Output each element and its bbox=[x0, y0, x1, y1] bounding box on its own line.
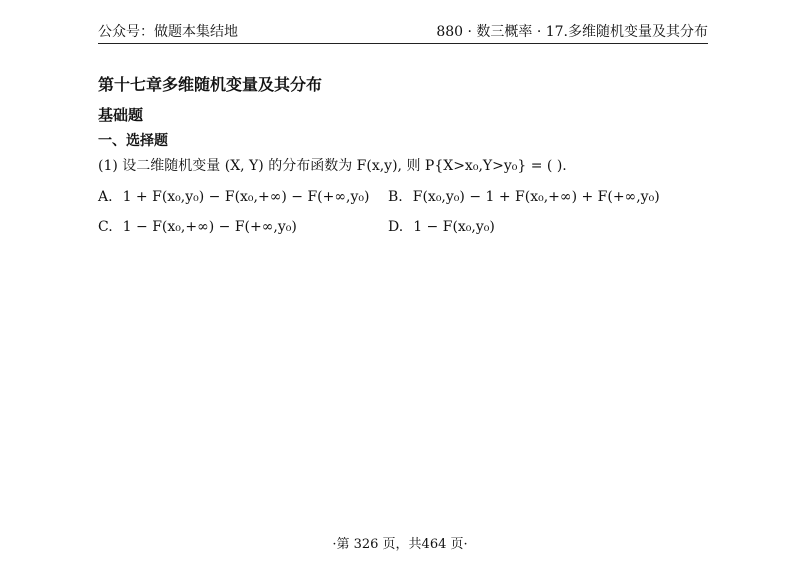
option-letter: A. bbox=[98, 189, 113, 205]
option-a bbox=[98, 189, 369, 205]
option-b bbox=[388, 189, 660, 205]
option-c bbox=[98, 219, 297, 235]
option-letter: C. bbox=[98, 219, 113, 235]
chapter-title: 第十七章多维随机变量及其分布 bbox=[98, 75, 323, 94]
section-title: 基础题 bbox=[98, 106, 144, 124]
page-header bbox=[98, 18, 708, 44]
header-right: 880 · 数三概率 · 17.多维随机变量及其分布 bbox=[436, 24, 708, 40]
subsection-title: 一、选择题 bbox=[98, 133, 168, 149]
option-d bbox=[388, 219, 495, 235]
option-letter: B. bbox=[388, 189, 403, 205]
header-left: 公众号：做题本集结地 bbox=[98, 24, 238, 40]
question-stem: (1) 设二维随机变量 (X, Y) 的分布函数为 F(x,y), 则 P{X>x₀,Y>y₀} = ( ). bbox=[98, 158, 567, 174]
page-footer: ·第 326 页，共464 页· bbox=[332, 537, 468, 552]
option-text: 1 − F(x₀,y₀) bbox=[413, 219, 495, 235]
option-letter: D. bbox=[388, 219, 404, 235]
option-text: 1 − F(x₀,+∞) − F(+∞,y₀) bbox=[122, 219, 297, 235]
option-text: 1 + F(x₀,y₀) − F(x₀,+∞) − F(+∞,y₀) bbox=[122, 189, 370, 205]
option-text: F(x₀,y₀) − 1 + F(x₀,+∞) + F(+∞,y₀) bbox=[412, 189, 660, 205]
